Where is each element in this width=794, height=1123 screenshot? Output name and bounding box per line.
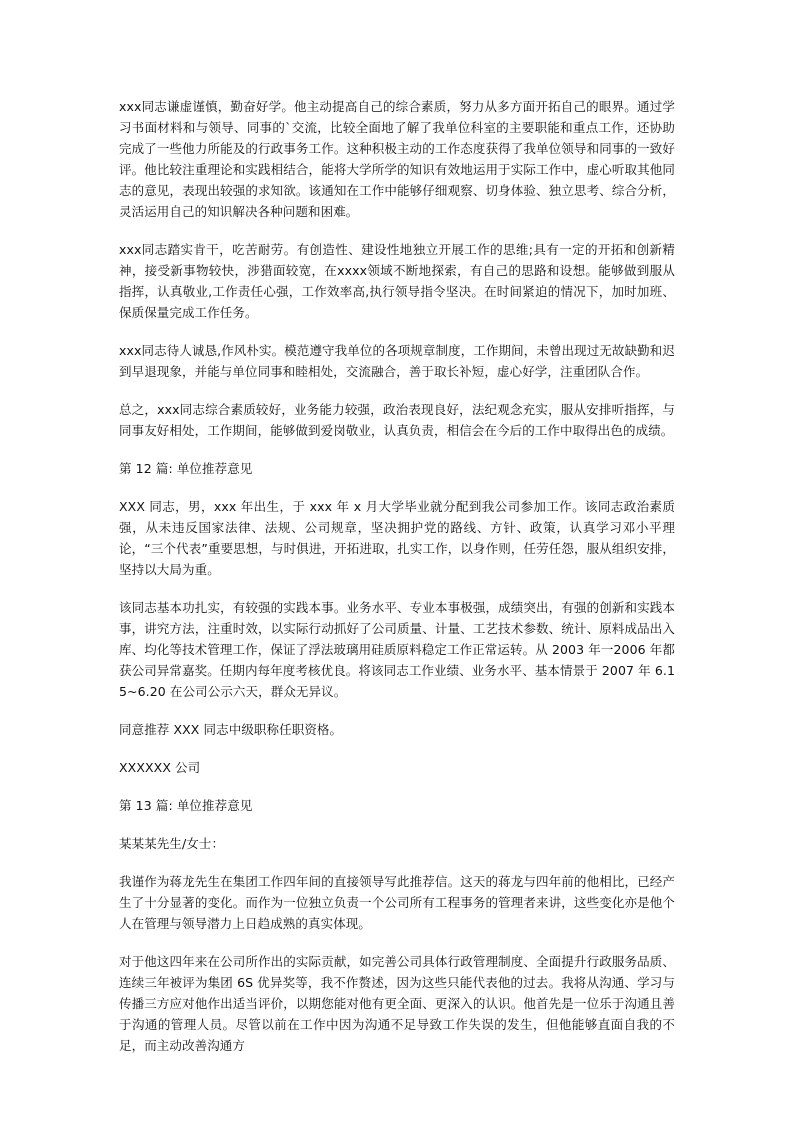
document-body [119, 96, 675, 1073]
paragraph-letter-1: 我谨作为蒋龙先生在集团工作四年间的直接领导写此推荐信。这天的蒋龙与四年前的他相比，已经产生了十分显著的变化。而作为一位独立负责一个公司所有工程事务的管理者来讲，这些变化亦是他个人在管理与领导潜力上日趋成熟的真实体现。 [119, 874, 675, 931]
section-heading-13: 第 13 篇: 单位推荐意见 [119, 798, 253, 813]
paragraph-letter-2: 对于他这四年来在公司所作出的实际贡献，如完善公司具体行政管理制度、全面提升行政服务品质、连续三年被评为集团 6S 优异奖等，我不作赘述，因为这些只能代表他的过去。我将从沟通、学习与传播三方应对他作出适当评价，以期您能对他有更全面、更深入的认识。他首先是一位乐于沟通且善于沟通的管理人员。尽管以前在工作中因为沟通不足导致工作失误的发生，但他能够直面自我的不足，而主动改善沟通方 [119, 954, 675, 1053]
paragraph-evaluation-2: xxx同志踏实肯干，吃苦耐劳。有创造性、建设性地独立开展工作的思维;具有一定的开拓和创新精神，接受新事物较快，涉猎面较宽，在xxxx领域不断地探索，有自己的思路和设想。能够做到服从指挥，认真敬业,工作责任心强，工作效率高,执行领导指令坚决。在时间紧迫的情况下，加时加班、保质保量完成工作任务。 [119, 242, 675, 320]
paragraph-summary: 总之，xxx同志综合素质较好，业务能力较强，政治表现良好，法纪观念充实，服从安排听指挥，与同事友好相处，工作期间，能够做到爱岗敬业，认真负责，相信会在今后的工作中取得出色的成绩。 [119, 402, 675, 438]
paragraph-evaluation-3: xxx同志待人诚恳,作风朴实。模范遵守我单位的各项规章制度，工作期间，未曾出现过无故缺勤和迟到早退现象，并能与单位同事和睦相处，交流融合，善于取长补短，虚心好学，注重团队合作。 [119, 343, 675, 379]
section-heading-12: 第 12 篇: 单位推荐意见 [119, 461, 253, 476]
paragraph-approval: 同意推荐 XXX 同志中级职称任职资格。 [119, 722, 343, 737]
company-signature: XXXXXX 公司 [119, 760, 201, 775]
paragraph-recommendation-1: XXX 同志，男，xxx 年出生，于 xxx 年 x 月大学毕业就分配到我公司参加工作。该同志政治素质强，从未违反国家法律、法规、公司规章，坚决拥护党的路线、方针、政策，认真学习邓小平理论，“三个代表”重要思想，与时俱进，开拓进取，扎实工作，以身作则，任劳任怨，服从组织安排，坚持以大局为重。 [119, 499, 675, 577]
paragraph-recommendation-2: 该同志基本功扎实，有较强的实践本事。业务水平、专业本事极强，成绩突出，有强的创新和实践本事，讲究方法，注重时效，以实际行动抓好了公司质量、计量、工艺技术参数、统计、原料成品出入库、均化等技术管理工作，保证了浮法玻璃用硅质原料稳定工作正常运转。从 2003 年一2006 年都获公司异常嘉奖。任期内每年度考核优良。将该同志工作业绩、业务水平、基本情景于 2007 年 6.15~6.20 在公司公示六天，群众无异议。 [119, 600, 676, 699]
letter-salutation: 某某某先生/女士： [119, 836, 225, 851]
paragraph-evaluation-1: xxx同志谦虚谨慎，勤奋好学。他主动提高自己的综合素质，努力从多方面开拓自己的眼界。通过学习书面材料和与领导、同事的`交流，比较全面地了解了我单位科室的主要职能和重点工作，还协助完成了一些他力所能及的行政事务工作。这种积极主动的工作态度获得了我单位领导和同事的一致好评。他比较注重理论和实践相结合，能将大学所学的知识有效地运用于实际工作中，虚心听取其他同志的意见，表现出较强的求知欲。该通知在工作中能够仔细观察、切身体验、独立思考、综合分析，灵活运用自己的知识解决各种问题和困难。 [119, 99, 675, 219]
